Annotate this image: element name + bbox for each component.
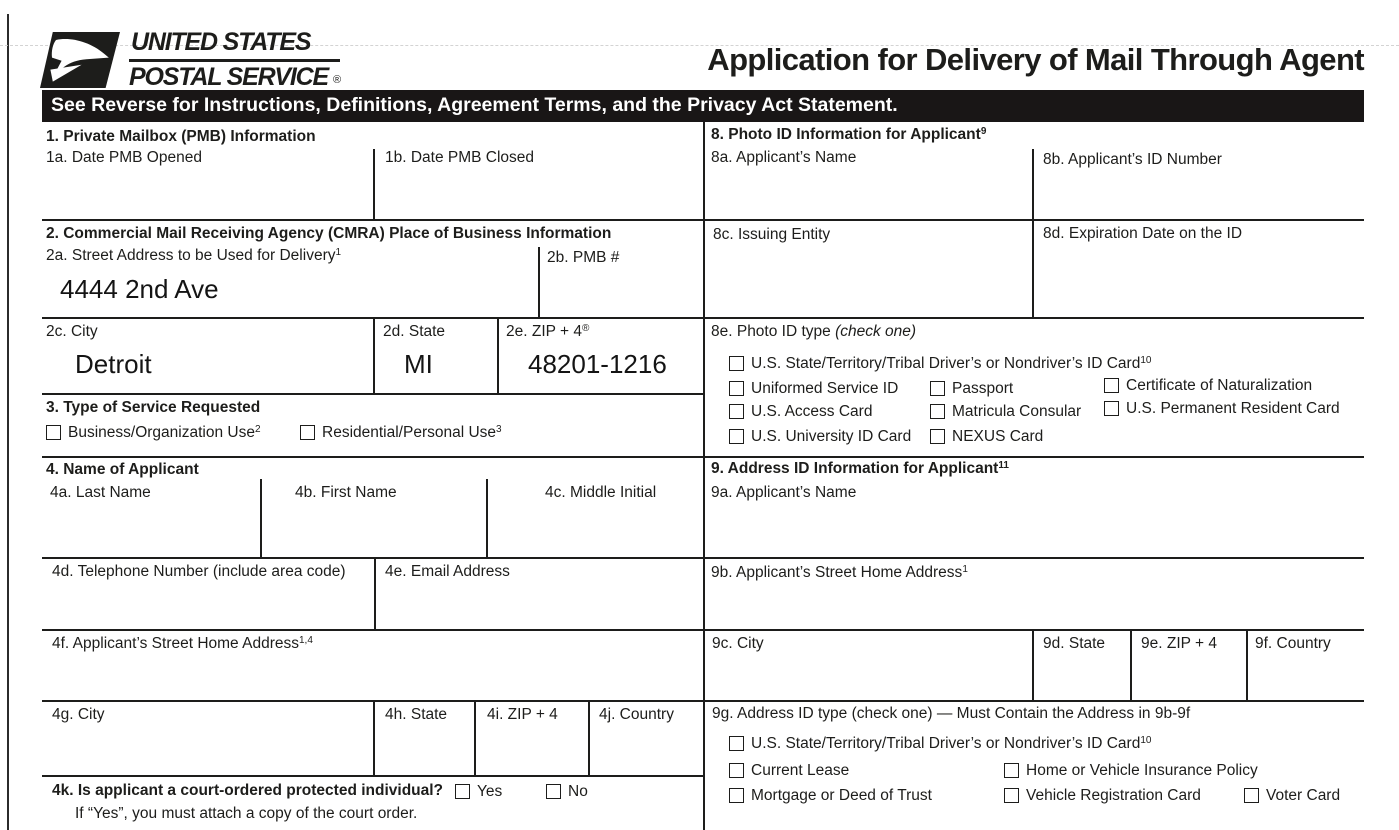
field-8a-label: 8a. Applicant’s Name <box>711 149 857 166</box>
option-label: Matricula Consular <box>952 403 1082 420</box>
column-divider <box>703 122 705 830</box>
checkbox[interactable] <box>455 784 470 799</box>
field-2c-value: Detroit <box>75 349 152 379</box>
grid-line <box>538 247 540 317</box>
page-edge-line <box>7 14 9 830</box>
photo-id-option-permanent-resident[interactable] <box>1104 400 1340 418</box>
logo-text-line2: POSTAL SERVICE ® <box>129 62 340 91</box>
field-4k-note: If “Yes”, you must attach a copy of the court order. <box>75 805 418 822</box>
section-4-title: 4. Name of Applicant <box>46 461 199 478</box>
usps-logo <box>40 30 340 90</box>
option-label: NEXUS Card <box>952 428 1044 445</box>
field-8d-expiration-date[interactable] <box>1034 221 1364 318</box>
field-4a-label: 4a. Last Name <box>50 484 151 501</box>
option-residential-personal-use[interactable] <box>300 424 502 442</box>
field-8d-label: 8d. Expiration Date on the ID <box>1043 225 1243 242</box>
photo-id-option-matricula-consular[interactable] <box>930 403 1081 421</box>
field-4k-question: 4k. Is applicant a court-ordered protected individual? <box>52 782 444 799</box>
footnote-sup: 1,4 <box>299 635 313 646</box>
checkbox[interactable] <box>729 381 744 396</box>
address-id-option-vehicle-registration[interactable] <box>1004 787 1201 805</box>
field-9c-city[interactable] <box>705 631 1032 700</box>
logo-text-line1: UNITED STATES <box>129 30 340 62</box>
address-id-option-insurance-policy[interactable] <box>1004 762 1258 780</box>
photo-id-option-uniformed-service[interactable] <box>729 380 898 398</box>
option-label: Yes <box>477 783 503 800</box>
checkbox[interactable] <box>729 404 744 419</box>
grid-line <box>373 700 375 775</box>
field-2b-label: 2b. PMB # <box>547 249 620 266</box>
section-8-title: 8. Photo ID Information for Applicant$^9$ <box>711 126 987 143</box>
field-2a-street-address[interactable] <box>42 245 538 317</box>
grid-line <box>588 700 590 775</box>
field-4c-middle-initial[interactable] <box>488 479 703 557</box>
checkbox[interactable] <box>930 429 945 444</box>
address-id-option-current-lease[interactable] <box>729 762 849 780</box>
option-label: Voter Card <box>1266 787 1341 804</box>
grid-line <box>474 700 476 775</box>
field-9d-label: 9d. State <box>1043 635 1106 652</box>
address-id-option-mortgage-deed[interactable] <box>729 787 932 805</box>
section-1-title: 1. Private Mailbox (PMB) Information <box>46 128 316 145</box>
option-label: Certificate of Naturalization <box>1126 377 1313 394</box>
field-1b-date-pmb-closed[interactable] <box>375 147 703 219</box>
footnote-sup: 1 <box>335 247 342 258</box>
grid-line <box>1032 629 1034 700</box>
option-label: No <box>568 783 588 800</box>
field-4f-label: 4f. Applicant’s Street Home Address$^{1,4}$ <box>52 635 313 652</box>
checkbox[interactable] <box>546 784 561 799</box>
field-2d-label: 2d. State <box>383 323 446 340</box>
option-label: U.S. State/Territory/Tribal Driver’s or Nondriver’s ID Card$^{10}$ <box>751 355 1152 372</box>
field-4g-city[interactable] <box>42 702 373 775</box>
field-2d-state[interactable] <box>375 319 497 393</box>
form-title: Application for Delivery of Mail Through Agent <box>707 42 1364 77</box>
field-4h-state[interactable] <box>375 702 474 775</box>
option-label: U.S. Access Card <box>751 403 873 420</box>
field-1b-label: 1b. Date PMB Closed <box>385 149 535 166</box>
field-9a-applicant-name[interactable] <box>705 481 1364 557</box>
field-4h-label: 4h. State <box>385 706 448 723</box>
grid-line <box>497 317 499 393</box>
grid-line <box>42 775 704 777</box>
section-3-title: 3. Type of Service Requested <box>46 399 261 416</box>
option-label: Business/Organization Use$^2$ <box>68 424 261 441</box>
field-9b-home-address[interactable] <box>705 559 1364 629</box>
footnote-sup: 2 <box>254 424 261 435</box>
checkbox[interactable] <box>1004 763 1019 778</box>
field-4d-label: 4d. Telephone Number (include area code) <box>52 563 346 580</box>
grid-line <box>1246 629 1248 700</box>
address-id-option-drivers-id[interactable] <box>729 735 1151 753</box>
checkbox[interactable] <box>729 763 744 778</box>
field-2e-zip4[interactable] <box>499 319 703 393</box>
option-label: Residential/Personal Use$^3$ <box>322 424 502 441</box>
usps-logo-wordmark <box>129 30 340 90</box>
field-4g-label: 4g. City <box>52 706 105 723</box>
option-business-organization-use[interactable] <box>46 424 261 442</box>
field-4j-country[interactable] <box>590 702 703 775</box>
section-9-title: 9. Address ID Information for Applicant$^{11}$ <box>711 460 1009 477</box>
field-8e-label: 8e. Photo ID type (check one) <box>711 323 917 340</box>
checkbox[interactable] <box>1004 788 1019 803</box>
photo-id-option-certificate-naturalization[interactable] <box>1104 377 1312 395</box>
option-label: Home or Vehicle Insurance Policy <box>1026 762 1258 779</box>
field-2d-value: MI <box>404 349 433 379</box>
option-label: U.S. State/Territory/Tribal Driver’s or Nondriver’s ID Card$^{10}$ <box>751 735 1152 752</box>
field-8a-applicant-name[interactable] <box>705 147 1032 219</box>
option-label: Vehicle Registration Card <box>1026 787 1201 804</box>
field-4i-label: 4i. ZIP + 4 <box>487 706 558 723</box>
grid-line <box>373 149 375 219</box>
option-4k-yes[interactable] <box>455 783 502 801</box>
grid-line <box>486 479 488 557</box>
field-2b-pmb-number[interactable] <box>540 245 703 317</box>
field-9d-state[interactable] <box>1034 631 1130 700</box>
grid-line <box>1032 149 1034 317</box>
checkbox[interactable] <box>1244 788 1259 803</box>
field-2a-value: 4444 2nd Ave <box>60 274 219 304</box>
footnote-sup: 9 <box>980 126 987 137</box>
field-4f-home-address[interactable] <box>42 631 703 700</box>
field-4e-label: 4e. Email Address <box>385 563 510 580</box>
grid-line <box>374 557 376 629</box>
checkbox[interactable] <box>729 356 744 371</box>
photo-id-option-drivers-id[interactable] <box>729 355 1151 373</box>
field-8c-label: 8c. Issuing Entity <box>713 226 831 243</box>
registered-sup: ® <box>581 323 590 334</box>
photo-id-option-passport[interactable] <box>930 380 1013 398</box>
field-9f-country[interactable] <box>1246 631 1364 700</box>
instructions-banner: See Reverse for Instructions, Definitions, Agreement Terms, and the Privacy Act Statement. <box>42 90 1364 122</box>
grid-line <box>373 317 375 393</box>
field-2c-city[interactable] <box>42 319 373 393</box>
checkbox[interactable] <box>729 736 744 751</box>
checkbox[interactable] <box>300 425 315 440</box>
field-1a-date-pmb-opened[interactable] <box>42 147 373 219</box>
grid-line <box>260 479 262 557</box>
checkbox[interactable] <box>930 381 945 396</box>
photo-id-option-university-id[interactable] <box>729 428 911 446</box>
photo-id-option-nexus-card[interactable] <box>930 428 1043 446</box>
footnote-sup: 3 <box>496 424 502 435</box>
registered-mark: ® <box>332 73 340 86</box>
checkbox[interactable] <box>930 404 945 419</box>
field-8c-issuing-entity[interactable] <box>705 221 1032 318</box>
field-9a-label: 9a. Applicant’s Name <box>711 484 857 501</box>
field-4c-label: 4c. Middle Initial <box>545 484 657 501</box>
option-4k-no[interactable] <box>546 783 588 801</box>
field-9e-label: 9e. ZIP + 4 <box>1141 635 1217 652</box>
option-label: Mortgage or Deed of Trust <box>751 787 932 804</box>
field-9f-label: 9f. Country <box>1255 635 1331 652</box>
field-9c-label: 9c. City <box>712 635 764 652</box>
field-4a-last-name[interactable] <box>42 479 260 557</box>
grid-line <box>1130 629 1132 700</box>
field-4e-email[interactable] <box>376 559 703 629</box>
field-8b-label: 8b. Applicant’s ID Number <box>1043 151 1222 168</box>
footnote-sup: 10 <box>1140 735 1152 746</box>
grid-line <box>42 393 704 395</box>
check-one-note: (check one) <box>835 323 917 340</box>
checkbox[interactable] <box>1104 378 1119 393</box>
field-8b-id-number[interactable] <box>1034 147 1364 219</box>
field-4i-zip4[interactable] <box>476 702 588 775</box>
checkbox[interactable] <box>729 429 744 444</box>
field-4j-label: 4j. Country <box>599 706 674 723</box>
field-4d-telephone[interactable] <box>42 559 374 629</box>
checkbox[interactable] <box>46 425 61 440</box>
field-2e-label: 2e. ZIP + 4® <box>506 323 590 340</box>
footnote-sup: 1 <box>962 564 968 575</box>
field-1a-label: 1a. Date PMB Opened <box>46 149 202 166</box>
usps-eagle-icon <box>40 32 120 88</box>
field-2a-label: 2a. Street Address to be Used for Delivery$^1$ <box>46 247 342 264</box>
field-9e-zip4[interactable] <box>1132 631 1246 700</box>
field-2e-value: 48201-1216 <box>528 349 667 379</box>
checkbox[interactable] <box>1104 401 1119 416</box>
checkbox[interactable] <box>729 788 744 803</box>
footnote-sup: 10 <box>1140 355 1152 366</box>
option-label: U.S. University ID Card <box>751 428 912 445</box>
field-9b-label: 9b. Applicant’s Street Home Address$^1$ <box>711 564 968 581</box>
option-label: Current Lease <box>751 762 850 779</box>
option-label: Uniformed Service ID <box>751 380 899 397</box>
field-4b-label: 4b. First Name <box>295 484 397 501</box>
footnote-sup: 11 <box>998 460 1009 471</box>
option-label: Passport <box>952 380 1014 397</box>
field-4b-first-name[interactable] <box>262 479 486 557</box>
field-2c-label: 2c. City <box>46 323 98 340</box>
photo-id-option-access-card[interactable] <box>729 403 872 421</box>
address-id-option-voter-card[interactable] <box>1244 787 1340 805</box>
field-9g-label: 9g. Address ID type (check one) — Must Contain the Address in 9b-9f <box>712 705 1191 722</box>
option-label: U.S. Permanent Resident Card <box>1126 400 1340 417</box>
section-2-title: 2. Commercial Mail Receiving Agency (CMRA) Place of Business Information <box>46 225 612 242</box>
